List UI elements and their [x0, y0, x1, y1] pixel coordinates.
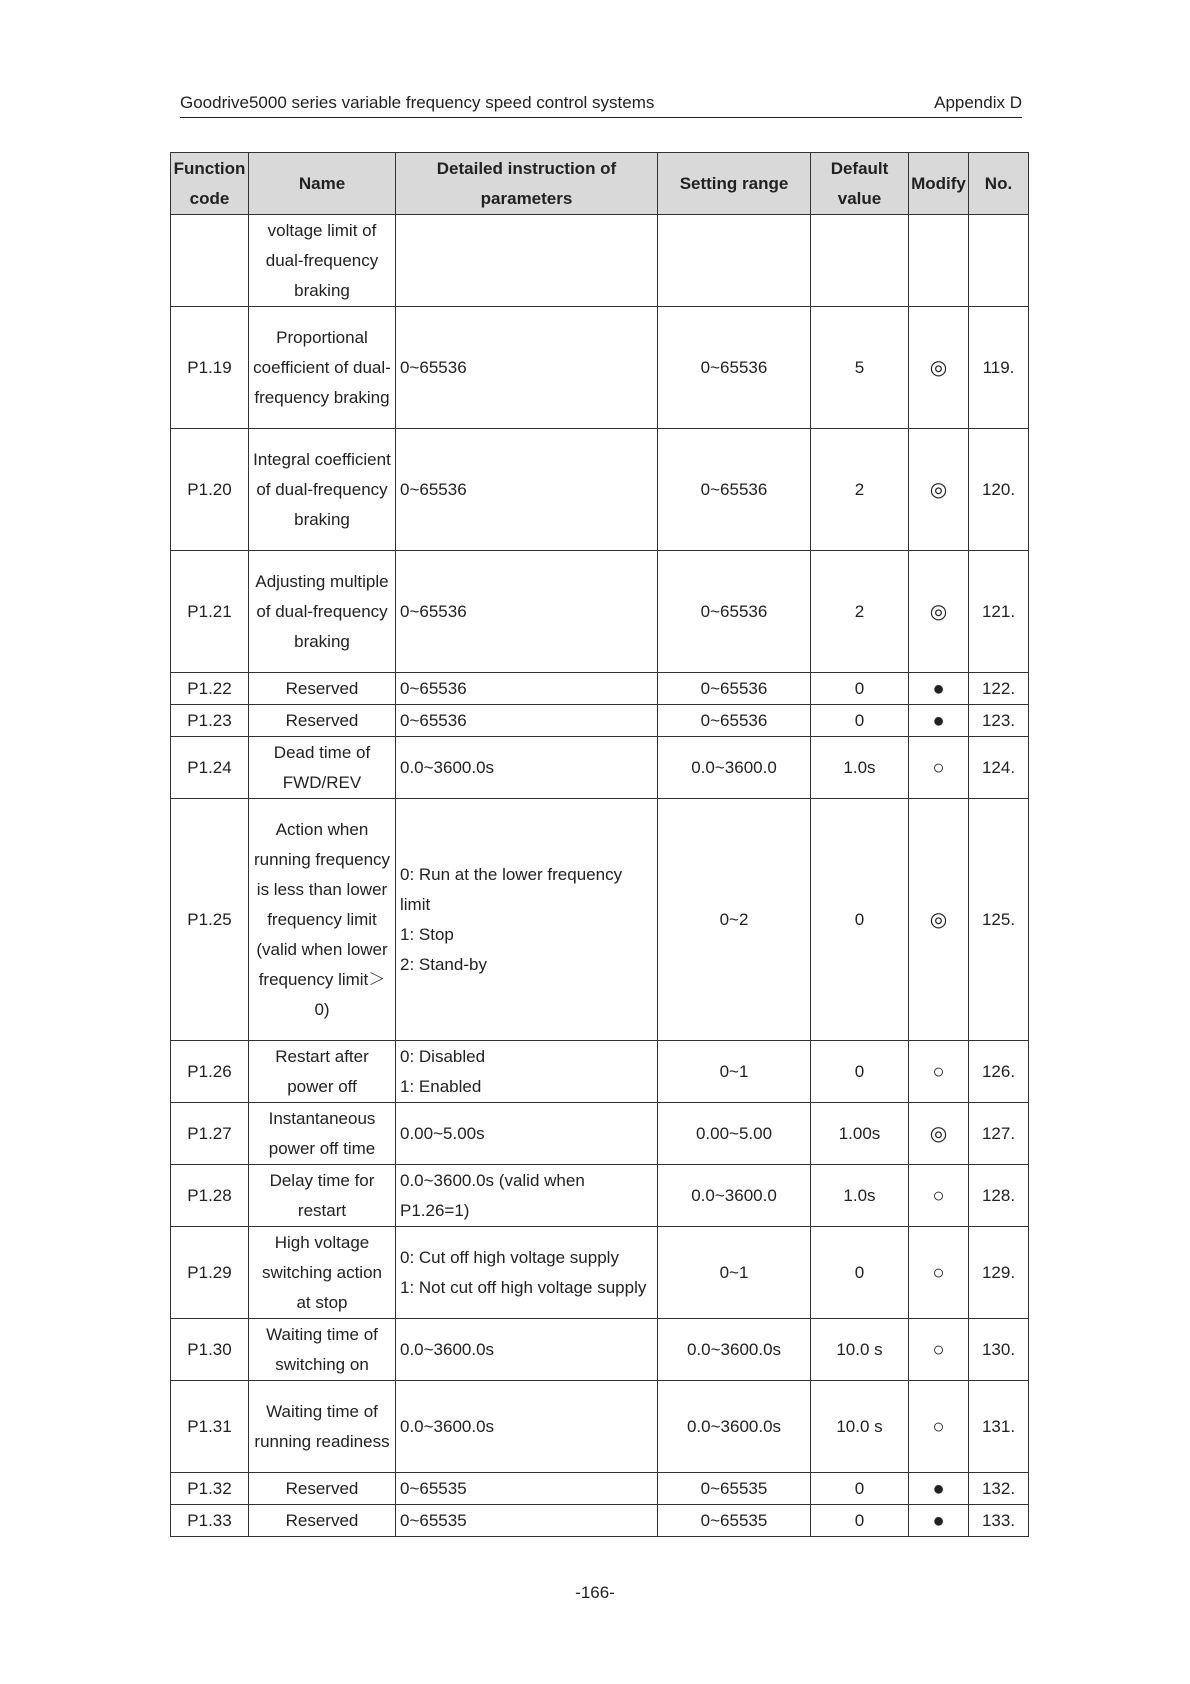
number-cell: 127. [969, 1103, 1029, 1165]
table-row [171, 705, 1029, 737]
range-cell: 0~1 [658, 1227, 811, 1319]
detail-cell: 0.0~3600.0s [396, 737, 658, 799]
table-row [171, 215, 1029, 307]
modify-cell: ◎ [909, 429, 969, 551]
detail-line: 1: Enabled [400, 1076, 482, 1096]
table-row [171, 1227, 1029, 1319]
function-code-cell: P1.30 [171, 1319, 249, 1381]
number-cell: 125. [969, 799, 1029, 1041]
range-cell: 0~65536 [658, 705, 811, 737]
table-row [171, 673, 1029, 705]
number-cell: 121. [969, 551, 1029, 673]
default-cell: 10.0 s [811, 1381, 909, 1473]
name-cell: Action when running frequency is less than lower frequency limit (valid when lower frequency limit＞0) [249, 799, 396, 1041]
detail-cell [396, 1041, 658, 1103]
page-header [180, 93, 1022, 118]
table-row [171, 1165, 1029, 1227]
range-cell: 0~1 [658, 1041, 811, 1103]
range-cell: 0.0~3600.0s [658, 1381, 811, 1473]
number-cell: 123. [969, 705, 1029, 737]
function-code-cell [171, 215, 249, 307]
name-cell: High voltage switching action at stop [249, 1227, 396, 1319]
modify-cell: ● [909, 673, 969, 705]
detail-cell [396, 799, 658, 1041]
modify-cell: ○ [909, 1227, 969, 1319]
range-cell: 0.00~5.00 [658, 1103, 811, 1165]
default-cell: 0 [811, 1505, 909, 1537]
default-cell: 2 [811, 551, 909, 673]
default-cell: 0 [811, 1041, 909, 1103]
range-cell: 0~65536 [658, 307, 811, 429]
number-cell: 132. [969, 1473, 1029, 1505]
detail-line: 2: Stand-by [400, 954, 487, 974]
name-cell: Reserved [249, 1473, 396, 1505]
modify-cell: ◎ [909, 551, 969, 673]
number-cell: 126. [969, 1041, 1029, 1103]
name-cell: Reserved [249, 1505, 396, 1537]
function-code-cell: P1.32 [171, 1473, 249, 1505]
detail-cell: 0~65536 [396, 705, 658, 737]
detail-cell: 0~65536 [396, 307, 658, 429]
document-title: Goodrive5000 series variable frequency speed control systems [180, 93, 655, 112]
detail-cell: 0~65536 [396, 551, 658, 673]
page-number: -166- [575, 1583, 615, 1602]
number-cell: 133. [969, 1505, 1029, 1537]
table-row [171, 551, 1029, 673]
number-cell: 124. [969, 737, 1029, 799]
detail-cell [396, 1227, 658, 1319]
modify-cell: ● [909, 705, 969, 737]
default-cell [811, 215, 909, 307]
modify-cell: ○ [909, 1041, 969, 1103]
detail-cell: 0~65536 [396, 673, 658, 705]
range-cell: 0~65535 [658, 1505, 811, 1537]
table-row [171, 1381, 1029, 1473]
detail-cell: 0~65535 [396, 1505, 658, 1537]
column-header-name: Name [249, 153, 396, 215]
name-cell: Instantaneous power off time [249, 1103, 396, 1165]
detail-cell: 0~65535 [396, 1473, 658, 1505]
function-code-cell: P1.28 [171, 1165, 249, 1227]
table-row [171, 737, 1029, 799]
name-cell: Waiting time of running readiness [249, 1381, 396, 1473]
function-code-cell: P1.23 [171, 705, 249, 737]
number-cell: 120. [969, 429, 1029, 551]
default-cell: 0 [811, 799, 909, 1041]
table-row [171, 307, 1029, 429]
name-cell: Reserved [249, 705, 396, 737]
modify-cell: ◎ [909, 799, 969, 1041]
modify-cell [909, 215, 969, 307]
modify-cell: ○ [909, 1165, 969, 1227]
default-cell: 0 [811, 673, 909, 705]
function-code-cell: P1.26 [171, 1041, 249, 1103]
detail-line: 1: Not cut off high voltage supply [400, 1277, 647, 1297]
name-cell: Dead time of FWD/REV [249, 737, 396, 799]
function-code-cell: P1.31 [171, 1381, 249, 1473]
function-code-cell: P1.22 [171, 673, 249, 705]
range-cell: 0.0~3600.0 [658, 1165, 811, 1227]
name-cell: Proportional coefficient of dual-frequency braking [249, 307, 396, 429]
detail-cell: 0.00~5.00s [396, 1103, 658, 1165]
detail-line: 0: Cut off high voltage supply [400, 1247, 619, 1267]
default-cell: 0 [811, 1227, 909, 1319]
table-row [171, 799, 1029, 1041]
default-cell: 10.0 s [811, 1319, 909, 1381]
detail-line: 0: Disabled [400, 1046, 486, 1066]
function-code-cell: P1.21 [171, 551, 249, 673]
name-cell: Adjusting multiple of dual-frequency braking [249, 551, 396, 673]
number-cell: 128. [969, 1165, 1029, 1227]
table-row [171, 1505, 1029, 1537]
function-code-cell: P1.27 [171, 1103, 249, 1165]
column-header-default-value: Default value [811, 153, 909, 215]
modify-cell: ◎ [909, 307, 969, 429]
table-header-row [171, 153, 1029, 215]
function-code-cell: P1.25 [171, 799, 249, 1041]
table-row [171, 1319, 1029, 1381]
column-header-setting-range: Setting range [658, 153, 811, 215]
default-cell: 0 [811, 1473, 909, 1505]
detail-cell: 0.0~3600.0s [396, 1319, 658, 1381]
parameter-table [170, 152, 1029, 1537]
default-cell: 0 [811, 705, 909, 737]
range-cell: 0~2 [658, 799, 811, 1041]
number-cell [969, 215, 1029, 307]
table-row [171, 429, 1029, 551]
name-cell: voltage limit of dual-frequency braking [249, 215, 396, 307]
range-cell: 0~65536 [658, 551, 811, 673]
detail-cell: 0.0~3600.0s (valid when P1.26=1) [396, 1165, 658, 1227]
function-code-cell: P1.19 [171, 307, 249, 429]
name-cell: Integral coefficient of dual-frequency braking [249, 429, 396, 551]
modify-cell: ● [909, 1473, 969, 1505]
default-cell: 1.00s [811, 1103, 909, 1165]
table-row [171, 1041, 1029, 1103]
function-code-cell: P1.24 [171, 737, 249, 799]
range-cell: 0~65536 [658, 673, 811, 705]
name-cell: Restart after power off [249, 1041, 396, 1103]
column-header-detail: Detailed instruction of parameters [396, 153, 658, 215]
modify-cell: ● [909, 1505, 969, 1537]
number-cell: 129. [969, 1227, 1029, 1319]
column-header-no: No. [969, 153, 1029, 215]
name-cell: Reserved [249, 673, 396, 705]
function-code-cell: P1.29 [171, 1227, 249, 1319]
table-row [171, 1473, 1029, 1505]
detail-cell: 0.0~3600.0s [396, 1381, 658, 1473]
range-cell: 0.0~3600.0 [658, 737, 811, 799]
table-row [171, 1103, 1029, 1165]
modify-cell: ○ [909, 1319, 969, 1381]
detail-cell: 0~65536 [396, 429, 658, 551]
range-cell [658, 215, 811, 307]
modify-cell: ○ [909, 1381, 969, 1473]
default-cell: 2 [811, 429, 909, 551]
detail-line: 0: Run at the lower frequency limit [400, 864, 623, 914]
default-cell: 1.0s [811, 737, 909, 799]
column-header-function-code: Function code [171, 153, 249, 215]
detail-line: 1: Stop [400, 924, 454, 944]
column-header-modify: Modify [909, 153, 969, 215]
detail-cell [396, 215, 658, 307]
range-cell: 0.0~3600.0s [658, 1319, 811, 1381]
number-cell: 130. [969, 1319, 1029, 1381]
range-cell: 0~65535 [658, 1473, 811, 1505]
number-cell: 131. [969, 1381, 1029, 1473]
number-cell: 119. [969, 307, 1029, 429]
modify-cell: ○ [909, 737, 969, 799]
function-code-cell: P1.33 [171, 1505, 249, 1537]
function-code-cell: P1.20 [171, 429, 249, 551]
name-cell: Waiting time of switching on [249, 1319, 396, 1381]
default-cell: 1.0s [811, 1165, 909, 1227]
range-cell: 0~65536 [658, 429, 811, 551]
modify-cell: ◎ [909, 1103, 969, 1165]
section-label: Appendix D [934, 93, 1022, 112]
default-cell: 5 [811, 307, 909, 429]
name-cell: Delay time for restart [249, 1165, 396, 1227]
number-cell: 122. [969, 673, 1029, 705]
